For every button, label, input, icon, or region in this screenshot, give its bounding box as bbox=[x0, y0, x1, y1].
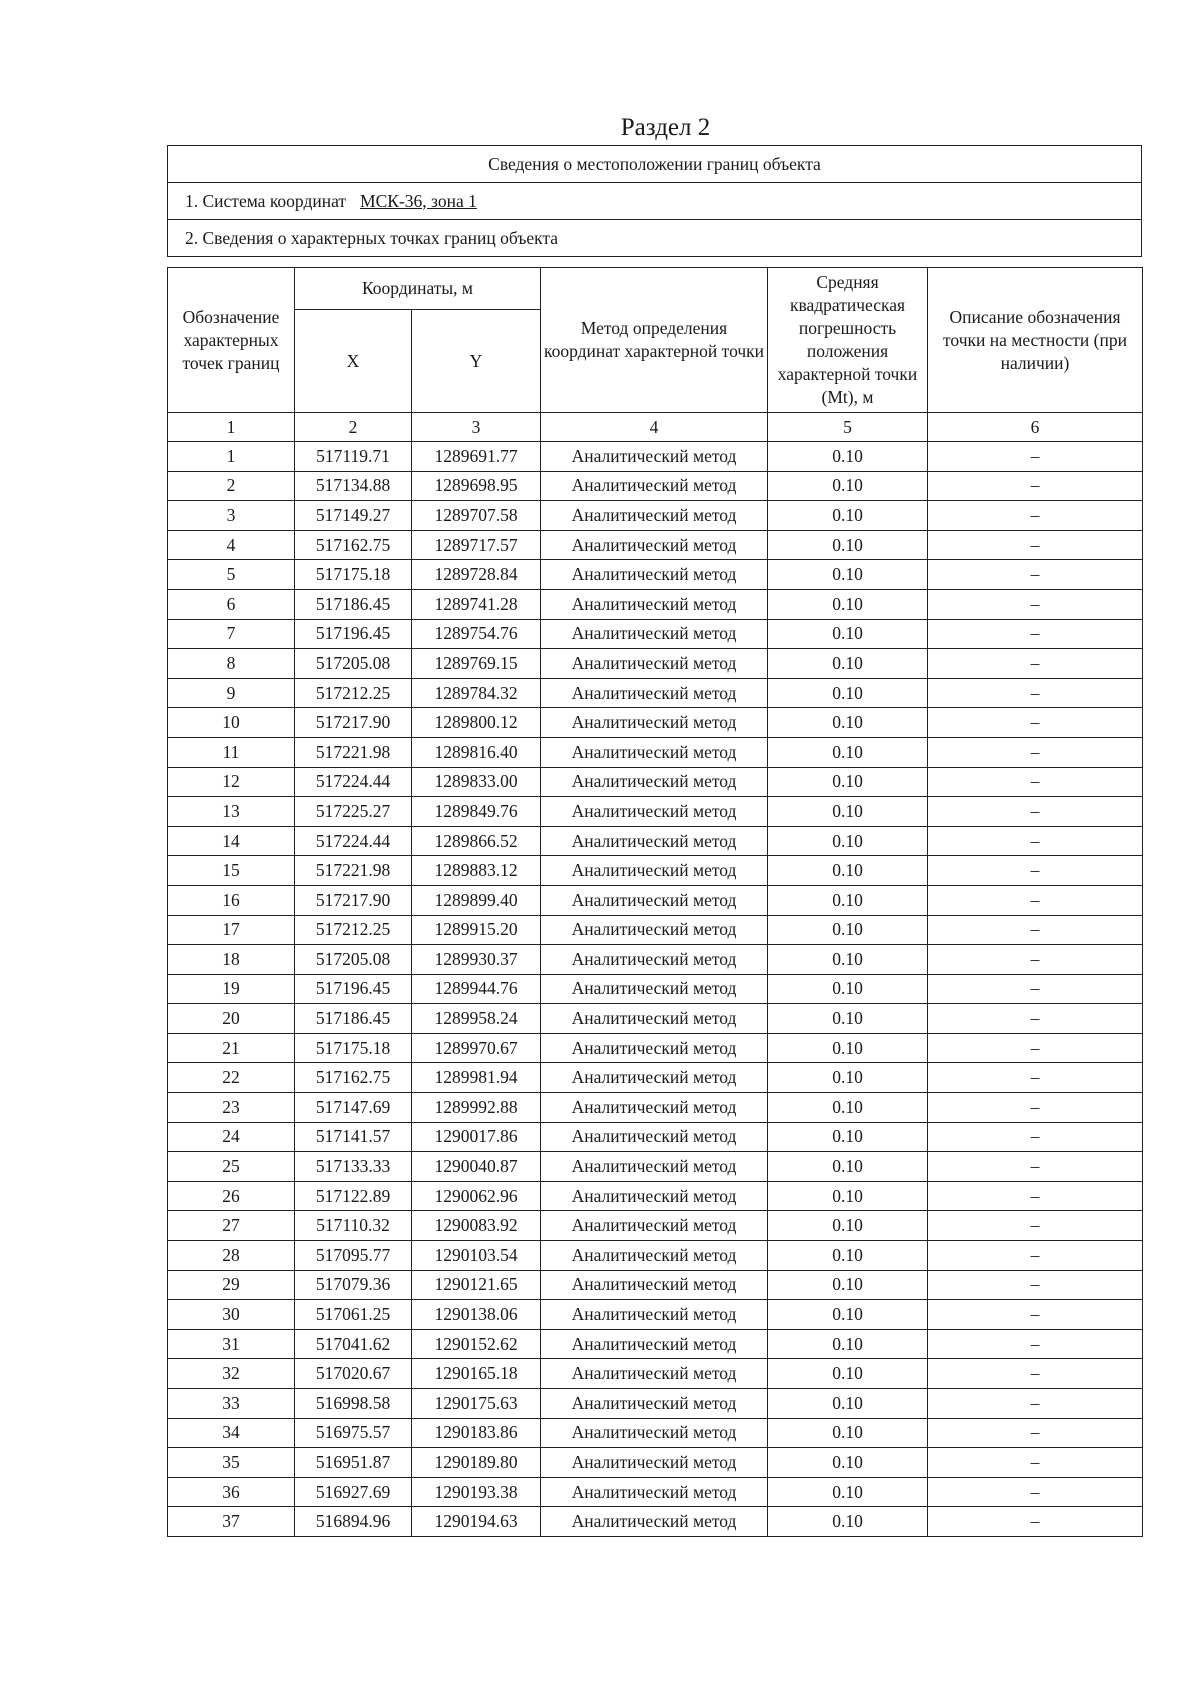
point-number-cell: 32 bbox=[168, 1359, 295, 1389]
x-coordinate-cell: 517061.25 bbox=[295, 1300, 412, 1330]
point-number-cell: 17 bbox=[168, 915, 295, 945]
point-number-cell: 5 bbox=[168, 560, 295, 590]
column-number: 4 bbox=[541, 413, 768, 442]
point-number-cell: 21 bbox=[168, 1033, 295, 1063]
description-cell: – bbox=[928, 1152, 1143, 1182]
description-cell: – bbox=[928, 1122, 1143, 1152]
y-coordinate-cell: 1290193.38 bbox=[412, 1477, 541, 1507]
y-coordinate-cell: 1289915.20 bbox=[412, 915, 541, 945]
point-number-cell: 16 bbox=[168, 885, 295, 915]
y-coordinate-cell: 1289958.24 bbox=[412, 1004, 541, 1034]
x-coordinate-cell: 516927.69 bbox=[295, 1477, 412, 1507]
x-coordinate-cell: 517221.98 bbox=[295, 856, 412, 886]
y-coordinate-cell: 1289883.12 bbox=[412, 856, 541, 886]
table-row bbox=[168, 442, 1143, 472]
accuracy-cell: 0.10 bbox=[768, 708, 928, 738]
description-cell: – bbox=[928, 915, 1143, 945]
description-cell: – bbox=[928, 1241, 1143, 1271]
table-row bbox=[168, 1122, 1143, 1152]
method-cell: Аналитический метод bbox=[541, 1507, 768, 1537]
table-row bbox=[168, 974, 1143, 1004]
point-number-cell: 37 bbox=[168, 1507, 295, 1537]
point-number-cell: 13 bbox=[168, 797, 295, 827]
accuracy-cell: 0.10 bbox=[768, 1004, 928, 1034]
x-coordinate-cell: 517212.25 bbox=[295, 678, 412, 708]
description-cell: – bbox=[928, 1329, 1143, 1359]
y-coordinate-cell: 1290138.06 bbox=[412, 1300, 541, 1330]
header-coordinates: Координаты, м bbox=[295, 268, 541, 310]
x-coordinate-cell: 517147.69 bbox=[295, 1093, 412, 1123]
point-number-cell: 31 bbox=[168, 1329, 295, 1359]
y-coordinate-cell: 1290183.86 bbox=[412, 1418, 541, 1448]
y-coordinate-cell: 1289717.57 bbox=[412, 530, 541, 560]
accuracy-cell: 0.10 bbox=[768, 1152, 928, 1182]
method-cell: Аналитический метод bbox=[541, 589, 768, 619]
method-cell: Аналитический метод bbox=[541, 797, 768, 827]
x-coordinate-cell: 517149.27 bbox=[295, 501, 412, 531]
description-cell: – bbox=[928, 797, 1143, 827]
method-cell: Аналитический метод bbox=[541, 1359, 768, 1389]
point-number-cell: 33 bbox=[168, 1389, 295, 1419]
x-coordinate-cell: 517212.25 bbox=[295, 915, 412, 945]
description-cell: – bbox=[928, 530, 1143, 560]
description-cell: – bbox=[928, 678, 1143, 708]
description-cell: – bbox=[928, 501, 1143, 531]
x-coordinate-cell: 516998.58 bbox=[295, 1389, 412, 1419]
method-cell: Аналитический метод bbox=[541, 767, 768, 797]
point-number-cell: 12 bbox=[168, 767, 295, 797]
method-cell: Аналитический метод bbox=[541, 1270, 768, 1300]
point-number-cell: 34 bbox=[168, 1418, 295, 1448]
y-coordinate-cell: 1289930.37 bbox=[412, 945, 541, 975]
method-cell: Аналитический метод bbox=[541, 619, 768, 649]
x-coordinate-cell: 517196.45 bbox=[295, 619, 412, 649]
y-coordinate-cell: 1290121.65 bbox=[412, 1270, 541, 1300]
table-row bbox=[168, 767, 1143, 797]
description-cell: – bbox=[928, 1477, 1143, 1507]
table-row bbox=[168, 1152, 1143, 1182]
accuracy-cell: 0.10 bbox=[768, 501, 928, 531]
x-coordinate-cell: 517110.32 bbox=[295, 1211, 412, 1241]
description-cell: – bbox=[928, 1063, 1143, 1093]
description-cell: – bbox=[928, 1448, 1143, 1478]
header-description: Описание обозначения точки на местности (при наличии) bbox=[928, 268, 1143, 413]
y-coordinate-cell: 1289691.77 bbox=[412, 442, 541, 472]
table-row bbox=[168, 1211, 1143, 1241]
table-row bbox=[168, 797, 1143, 827]
accuracy-cell: 0.10 bbox=[768, 1329, 928, 1359]
description-cell: – bbox=[928, 1300, 1143, 1330]
table-row bbox=[168, 1448, 1143, 1478]
x-coordinate-cell: 517224.44 bbox=[295, 826, 412, 856]
description-cell: – bbox=[928, 649, 1143, 679]
header-method: Метод определения координат характерной точки bbox=[541, 268, 768, 413]
accuracy-cell: 0.10 bbox=[768, 885, 928, 915]
method-cell: Аналитический метод bbox=[541, 560, 768, 590]
point-number-cell: 36 bbox=[168, 1477, 295, 1507]
table-row bbox=[168, 530, 1143, 560]
method-cell: Аналитический метод bbox=[541, 1477, 768, 1507]
description-cell: – bbox=[928, 1004, 1143, 1034]
table-row bbox=[168, 1418, 1143, 1448]
table-row bbox=[168, 589, 1143, 619]
accuracy-cell: 0.10 bbox=[768, 1211, 928, 1241]
method-cell: Аналитический метод bbox=[541, 678, 768, 708]
column-number: 5 bbox=[768, 413, 928, 442]
table-row bbox=[168, 1507, 1143, 1537]
point-number-cell: 18 bbox=[168, 945, 295, 975]
x-coordinate-cell: 517186.45 bbox=[295, 589, 412, 619]
description-cell: – bbox=[928, 708, 1143, 738]
accuracy-cell: 0.10 bbox=[768, 945, 928, 975]
y-coordinate-cell: 1290017.86 bbox=[412, 1122, 541, 1152]
table-row bbox=[168, 619, 1143, 649]
description-cell: – bbox=[928, 442, 1143, 472]
table-row bbox=[168, 1389, 1143, 1419]
x-coordinate-cell: 517133.33 bbox=[295, 1152, 412, 1182]
table-row bbox=[168, 501, 1143, 531]
y-coordinate-cell: 1290165.18 bbox=[412, 1359, 541, 1389]
accuracy-cell: 0.10 bbox=[768, 560, 928, 590]
accuracy-cell: 0.10 bbox=[768, 1122, 928, 1152]
point-number-cell: 10 bbox=[168, 708, 295, 738]
point-number-cell: 6 bbox=[168, 589, 295, 619]
description-cell: – bbox=[928, 1359, 1143, 1389]
accuracy-cell: 0.10 bbox=[768, 1241, 928, 1271]
header-y: Y bbox=[412, 310, 541, 413]
point-number-cell: 9 bbox=[168, 678, 295, 708]
coord-system-label: 1. Система координат bbox=[185, 190, 347, 211]
header-x: X bbox=[295, 310, 412, 413]
x-coordinate-cell: 517122.89 bbox=[295, 1181, 412, 1211]
y-coordinate-cell: 1289833.00 bbox=[412, 767, 541, 797]
column-number: 3 bbox=[412, 413, 541, 442]
table-row bbox=[168, 649, 1143, 679]
point-number-cell: 23 bbox=[168, 1093, 295, 1123]
method-cell: Аналитический метод bbox=[541, 885, 768, 915]
accuracy-cell: 0.10 bbox=[768, 678, 928, 708]
accuracy-cell: 0.10 bbox=[768, 649, 928, 679]
method-cell: Аналитический метод bbox=[541, 1418, 768, 1448]
table-row bbox=[168, 1033, 1143, 1063]
table-row bbox=[168, 737, 1143, 767]
accuracy-cell: 0.10 bbox=[768, 737, 928, 767]
description-cell: – bbox=[928, 885, 1143, 915]
method-cell: Аналитический метод bbox=[541, 974, 768, 1004]
accuracy-cell: 0.10 bbox=[768, 471, 928, 501]
y-coordinate-cell: 1289698.95 bbox=[412, 471, 541, 501]
x-coordinate-cell: 517041.62 bbox=[295, 1329, 412, 1359]
description-cell: – bbox=[928, 471, 1143, 501]
point-number-cell: 3 bbox=[168, 501, 295, 531]
x-coordinate-cell: 517221.98 bbox=[295, 737, 412, 767]
x-coordinate-cell: 517079.36 bbox=[295, 1270, 412, 1300]
point-number-cell: 20 bbox=[168, 1004, 295, 1034]
point-number-cell: 26 bbox=[168, 1181, 295, 1211]
y-coordinate-cell: 1289992.88 bbox=[412, 1093, 541, 1123]
x-coordinate-cell: 517217.90 bbox=[295, 708, 412, 738]
y-coordinate-cell: 1289784.32 bbox=[412, 678, 541, 708]
x-coordinate-cell: 517225.27 bbox=[295, 797, 412, 827]
description-cell: – bbox=[928, 1181, 1143, 1211]
y-coordinate-cell: 1290175.63 bbox=[412, 1389, 541, 1419]
accuracy-cell: 0.10 bbox=[768, 1359, 928, 1389]
accuracy-cell: 0.10 bbox=[768, 589, 928, 619]
section-title: Раздел 2 bbox=[620, 114, 711, 141]
x-coordinate-cell: 517119.71 bbox=[295, 442, 412, 472]
method-cell: Аналитический метод bbox=[541, 471, 768, 501]
description-cell: – bbox=[928, 589, 1143, 619]
x-coordinate-cell: 517205.08 bbox=[295, 945, 412, 975]
method-cell: Аналитический метод bbox=[541, 915, 768, 945]
table-row bbox=[168, 885, 1143, 915]
column-number: 6 bbox=[928, 413, 1143, 442]
point-number-cell: 1 bbox=[168, 442, 295, 472]
x-coordinate-cell: 517020.67 bbox=[295, 1359, 412, 1389]
y-coordinate-cell: 1290040.87 bbox=[412, 1152, 541, 1182]
point-number-cell: 25 bbox=[168, 1152, 295, 1182]
point-number-cell: 4 bbox=[168, 530, 295, 560]
table-row bbox=[168, 1300, 1143, 1330]
table-row bbox=[168, 1359, 1143, 1389]
table-row bbox=[168, 678, 1143, 708]
y-coordinate-cell: 1290103.54 bbox=[412, 1241, 541, 1271]
method-cell: Аналитический метод bbox=[541, 1241, 768, 1271]
point-number-cell: 24 bbox=[168, 1122, 295, 1152]
point-number-cell: 29 bbox=[168, 1270, 295, 1300]
method-cell: Аналитический метод bbox=[541, 1389, 768, 1419]
accuracy-cell: 0.10 bbox=[768, 1389, 928, 1419]
point-number-cell: 14 bbox=[168, 826, 295, 856]
table-row bbox=[168, 1093, 1143, 1123]
table-row bbox=[168, 1004, 1143, 1034]
method-cell: Аналитический метод bbox=[541, 1181, 768, 1211]
x-coordinate-cell: 516951.87 bbox=[295, 1448, 412, 1478]
y-coordinate-cell: 1290194.63 bbox=[412, 1507, 541, 1537]
method-cell: Аналитический метод bbox=[541, 442, 768, 472]
coord-system-value: МСК-36, зона 1 bbox=[360, 190, 477, 211]
column-number: 2 bbox=[295, 413, 412, 442]
method-cell: Аналитический метод bbox=[541, 1329, 768, 1359]
header-accuracy: Средняя квадратическая погрешность положения характерной точки (Mt), м bbox=[768, 268, 928, 413]
method-cell: Аналитический метод bbox=[541, 708, 768, 738]
table-row bbox=[168, 1477, 1143, 1507]
header-box-title: Сведения о местоположении границ объекта bbox=[488, 153, 821, 174]
table-row bbox=[168, 560, 1143, 590]
accuracy-cell: 0.10 bbox=[768, 797, 928, 827]
x-coordinate-cell: 516975.57 bbox=[295, 1418, 412, 1448]
accuracy-cell: 0.10 bbox=[768, 1093, 928, 1123]
x-coordinate-cell: 517175.18 bbox=[295, 1033, 412, 1063]
method-cell: Аналитический метод bbox=[541, 1211, 768, 1241]
x-coordinate-cell: 517134.88 bbox=[295, 471, 412, 501]
method-cell: Аналитический метод bbox=[541, 945, 768, 975]
header-box bbox=[167, 145, 1142, 257]
table-row bbox=[168, 1270, 1143, 1300]
table-row bbox=[168, 471, 1143, 501]
point-number-cell: 15 bbox=[168, 856, 295, 886]
description-cell: – bbox=[928, 619, 1143, 649]
description-cell: – bbox=[928, 1507, 1143, 1537]
points-section-label: 2. Сведения о характерных точках границ объекта bbox=[168, 219, 1141, 256]
point-number-cell: 22 bbox=[168, 1063, 295, 1093]
point-number-cell: 27 bbox=[168, 1211, 295, 1241]
table-row bbox=[168, 945, 1143, 975]
y-coordinate-cell: 1290152.62 bbox=[412, 1329, 541, 1359]
x-coordinate-cell: 517095.77 bbox=[295, 1241, 412, 1271]
accuracy-cell: 0.10 bbox=[768, 442, 928, 472]
method-cell: Аналитический метод bbox=[541, 826, 768, 856]
y-coordinate-cell: 1289981.94 bbox=[412, 1063, 541, 1093]
y-coordinate-cell: 1289816.40 bbox=[412, 737, 541, 767]
point-number-cell: 7 bbox=[168, 619, 295, 649]
accuracy-cell: 0.10 bbox=[768, 1418, 928, 1448]
point-number-cell: 28 bbox=[168, 1241, 295, 1271]
x-coordinate-cell: 517141.57 bbox=[295, 1122, 412, 1152]
point-number-cell: 30 bbox=[168, 1300, 295, 1330]
method-cell: Аналитический метод bbox=[541, 649, 768, 679]
description-cell: – bbox=[928, 1389, 1143, 1419]
y-coordinate-cell: 1289754.76 bbox=[412, 619, 541, 649]
description-cell: – bbox=[928, 1270, 1143, 1300]
y-coordinate-cell: 1290062.96 bbox=[412, 1181, 541, 1211]
description-cell: – bbox=[928, 767, 1143, 797]
x-coordinate-cell: 517205.08 bbox=[295, 649, 412, 679]
method-cell: Аналитический метод bbox=[541, 1122, 768, 1152]
point-number-cell: 35 bbox=[168, 1448, 295, 1478]
x-coordinate-cell: 517217.90 bbox=[295, 885, 412, 915]
y-coordinate-cell: 1290083.92 bbox=[412, 1211, 541, 1241]
y-coordinate-cell: 1289769.15 bbox=[412, 649, 541, 679]
y-coordinate-cell: 1289899.40 bbox=[412, 885, 541, 915]
table-row bbox=[168, 1241, 1143, 1271]
accuracy-cell: 0.10 bbox=[768, 1300, 928, 1330]
x-coordinate-cell: 517175.18 bbox=[295, 560, 412, 590]
x-coordinate-cell: 517186.45 bbox=[295, 1004, 412, 1034]
method-cell: Аналитический метод bbox=[541, 1152, 768, 1182]
accuracy-cell: 0.10 bbox=[768, 767, 928, 797]
description-cell: – bbox=[928, 737, 1143, 767]
accuracy-cell: 0.10 bbox=[768, 1063, 928, 1093]
method-cell: Аналитический метод bbox=[541, 1448, 768, 1478]
description-cell: – bbox=[928, 1033, 1143, 1063]
column-number: 1 bbox=[168, 413, 295, 442]
table-row bbox=[168, 915, 1143, 945]
table-row bbox=[168, 708, 1143, 738]
method-cell: Аналитический метод bbox=[541, 737, 768, 767]
table-row bbox=[168, 1181, 1143, 1211]
method-cell: Аналитический метод bbox=[541, 1300, 768, 1330]
method-cell: Аналитический метод bbox=[541, 530, 768, 560]
x-coordinate-cell: 517162.75 bbox=[295, 1063, 412, 1093]
accuracy-cell: 0.10 bbox=[768, 1507, 928, 1537]
description-cell: – bbox=[928, 1418, 1143, 1448]
table-row bbox=[168, 856, 1143, 886]
description-cell: – bbox=[928, 974, 1143, 1004]
method-cell: Аналитический метод bbox=[541, 1004, 768, 1034]
method-cell: Аналитический метод bbox=[541, 501, 768, 531]
accuracy-cell: 0.10 bbox=[768, 530, 928, 560]
x-coordinate-cell: 517224.44 bbox=[295, 767, 412, 797]
accuracy-cell: 0.10 bbox=[768, 1181, 928, 1211]
accuracy-cell: 0.10 bbox=[768, 856, 928, 886]
accuracy-cell: 0.10 bbox=[768, 1270, 928, 1300]
description-cell: – bbox=[928, 826, 1143, 856]
y-coordinate-cell: 1289970.67 bbox=[412, 1033, 541, 1063]
method-cell: Аналитический метод bbox=[541, 856, 768, 886]
accuracy-cell: 0.10 bbox=[768, 1033, 928, 1063]
accuracy-cell: 0.10 bbox=[768, 1448, 928, 1478]
point-number-cell: 19 bbox=[168, 974, 295, 1004]
description-cell: – bbox=[928, 1211, 1143, 1241]
table-row bbox=[168, 1063, 1143, 1093]
method-cell: Аналитический метод bbox=[541, 1063, 768, 1093]
header-point-designation: Обозначение характерных точек границ bbox=[168, 268, 295, 413]
table-body bbox=[168, 442, 1143, 1537]
point-number-cell: 11 bbox=[168, 737, 295, 767]
y-coordinate-cell: 1289707.58 bbox=[412, 501, 541, 531]
accuracy-cell: 0.10 bbox=[768, 915, 928, 945]
y-coordinate-cell: 1290189.80 bbox=[412, 1448, 541, 1478]
accuracy-cell: 0.10 bbox=[768, 619, 928, 649]
y-coordinate-cell: 1289866.52 bbox=[412, 826, 541, 856]
boundary-points-table bbox=[167, 267, 1143, 1537]
table-row bbox=[168, 1329, 1143, 1359]
method-cell: Аналитический метод bbox=[541, 1033, 768, 1063]
point-number-cell: 8 bbox=[168, 649, 295, 679]
description-cell: – bbox=[928, 560, 1143, 590]
accuracy-cell: 0.10 bbox=[768, 974, 928, 1004]
accuracy-cell: 0.10 bbox=[768, 1477, 928, 1507]
y-coordinate-cell: 1289944.76 bbox=[412, 974, 541, 1004]
y-coordinate-cell: 1289741.28 bbox=[412, 589, 541, 619]
coord-system-row bbox=[168, 182, 1141, 219]
accuracy-cell: 0.10 bbox=[768, 826, 928, 856]
y-coordinate-cell: 1289800.12 bbox=[412, 708, 541, 738]
description-cell: – bbox=[928, 1093, 1143, 1123]
table-row bbox=[168, 826, 1143, 856]
y-coordinate-cell: 1289728.84 bbox=[412, 560, 541, 590]
point-number-cell: 2 bbox=[168, 471, 295, 501]
description-cell: – bbox=[928, 945, 1143, 975]
y-coordinate-cell: 1289849.76 bbox=[412, 797, 541, 827]
method-cell: Аналитический метод bbox=[541, 1093, 768, 1123]
x-coordinate-cell: 517162.75 bbox=[295, 530, 412, 560]
description-cell: – bbox=[928, 856, 1143, 886]
x-coordinate-cell: 517196.45 bbox=[295, 974, 412, 1004]
x-coordinate-cell: 516894.96 bbox=[295, 1507, 412, 1537]
